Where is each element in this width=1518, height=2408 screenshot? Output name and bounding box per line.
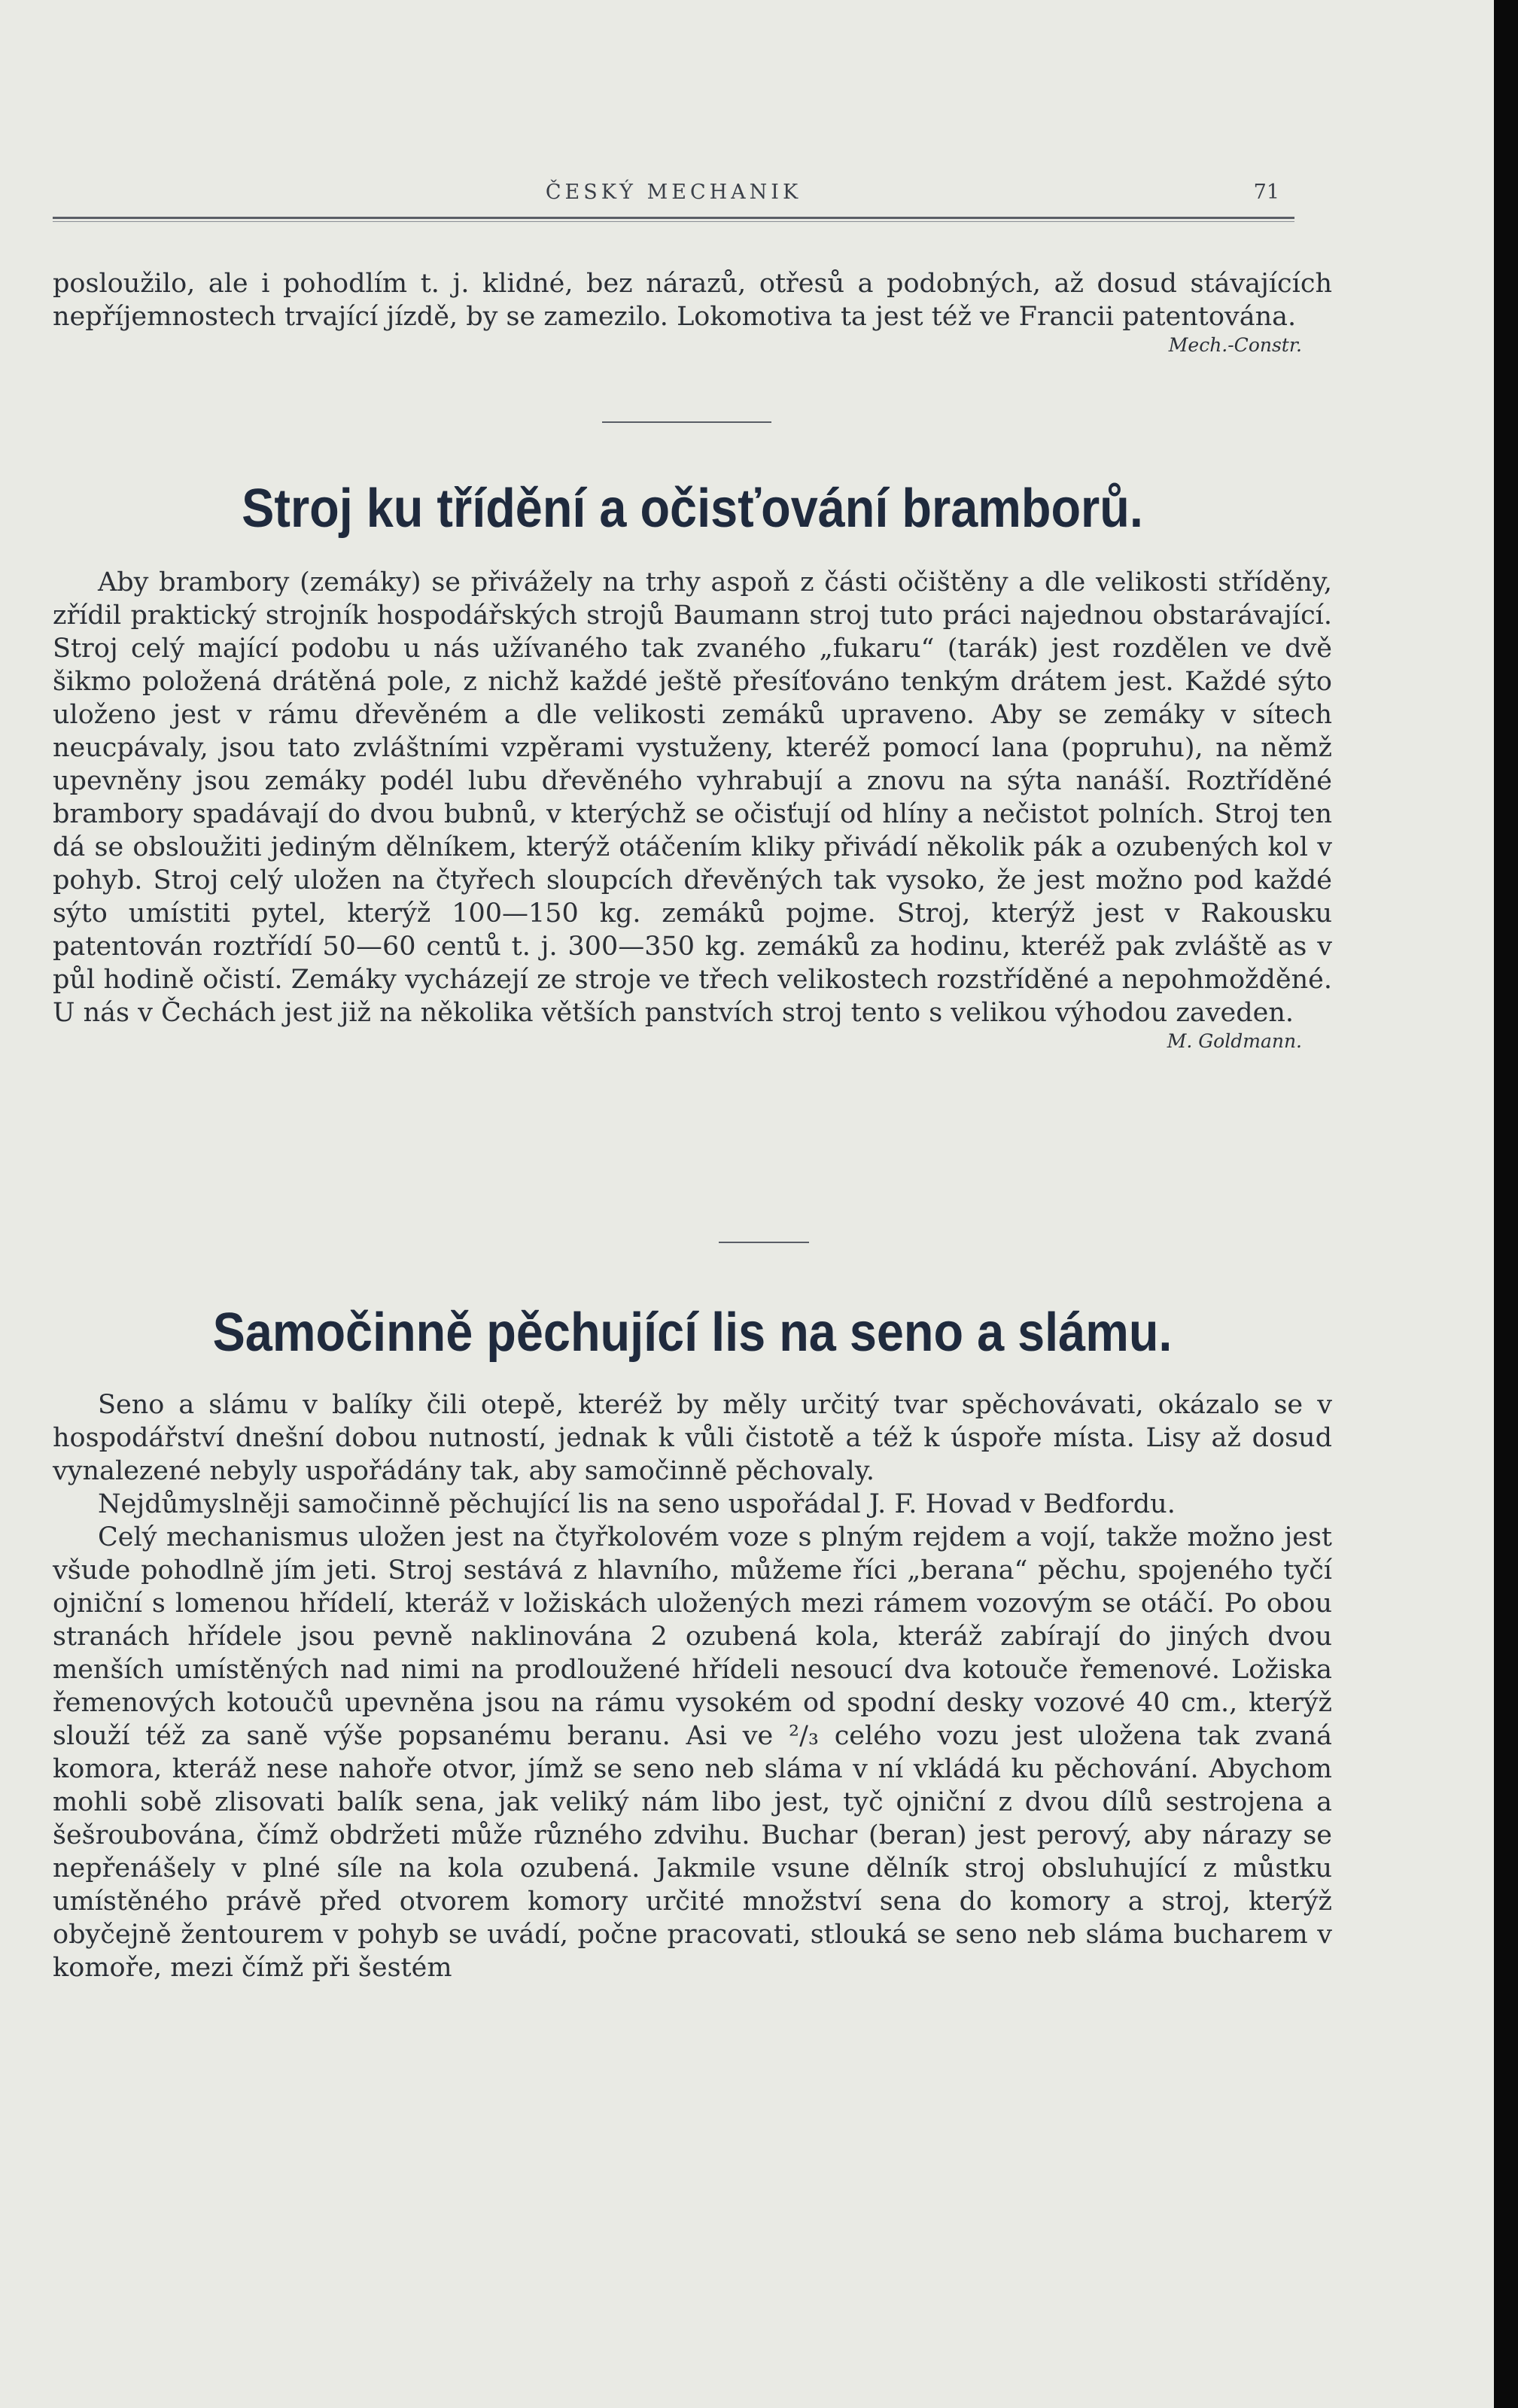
journal-title: ČESKÝ MECHANIK bbox=[545, 181, 802, 204]
article1-author: M. Goldmann. bbox=[1167, 1030, 1302, 1052]
article1-paragraph: Aby brambory (zemáky) se přivážely na trhy aspoň z části očištěny a dle velikosti stříděny, zřídil praktický strojník hospodářských strojů Baumann stroj tuto práci najednou obstarávající. Stroj celý mající podobu u nás užívaného tak zvaného „fukaru“ (tarák) jest rozdělen ve dvě šikmo položená drátěná pole, z nichž každé ještě přesíťováno tenkým drátem jest. Každé sýto uloženo jest v rámu dřevěném a dle velikosti zemáků upraveno. Aby se zemáky v sítech neucpávaly, jsou tato zvláštními vzpěrami vystuženy, kteréž pomocí lana (popruhu), na němž upevněny jsou zemáky podél lubu dřevěného vyhrabují a znovu na sýta nanáší. Roztříděné brambory spadávají do dvou bubnů, v kterýchž se očisťují od hlíny a nečistot polních. Stroj ten dá se obsloužiti jediným dělníkem, kterýž otáčením kliky přivádí několik pák a ozubených kol v pohyb. Stroj celý uložen na čtyřech sloupcích dřevěných tak vysoko, že jest možno pod každé sýto umístiti pytel, kterýž 100—150 kg. zemáků pojme. Stroj, kterýž jest v Rakousku patentován roztřídí 50—60 centů t. j. 300—350 kg. zemáků za hodinu, kteréž pak zvláště as v půl hodině očistí. Zemáky vycházejí ze stroje ve třech velikostech rozstříděné a nepohmožděné. U nás v Čechách jest již na několika větších panstvích stroj tento s velikou výhodou zaveden. bbox=[53, 567, 1332, 1028]
article1-body bbox=[53, 566, 1332, 1058]
article2-title: Samočinně pěchující lis na seno a slámu. bbox=[212, 1303, 1173, 1363]
article2-body bbox=[53, 1388, 1332, 1984]
header-rule bbox=[53, 217, 1294, 219]
article2-paragraph-1: Seno a slámu v balíky čili otepě, kteréž by měly určitý tvar spěchovávati, okázalo se v hospodářství dnešní dobou nutností, jednak k vůli čistotě a též k úspoře místa. Lisy až dosud vynalezené nebyly uspořádány tak, aby samočinně pěchovaly. bbox=[53, 1390, 1332, 1486]
scan-edge bbox=[1494, 0, 1518, 2408]
article2-paragraph-3: Celý mechanismus uložen jest na čtyřkolovém voze s plným rejdem a vojí, takže možno jest všude pohodlně jím jeti. Stroj sestává z hlavního, můžeme říci „berana“ pěchu, spojeného tyčí ojniční s lomenou hřídelí, kteráž v ložiskách uložených mezi rámem vozovým se otáčí. Po obou stranách hřídele jsou pevně naklinována 2 ozubená kola, kteráž zabírají do jiných dvou menších umístěných nad nimi na prodloužené hřídeli nesoucí dva kotouče řemenové. Ložiska řemenových kotoučů upevněna jsou na rámu vysokém od spodní desky vozové 40 cm., kterýž slouží též za saně výše popsanému beranu. Asi ve ²/₃ celého vozu jest uložena tak zvaná komora, kteráž nese nahoře otvor, jímž se seno neb sláma v ní vkládá ku pěchování. Abychom mohli sobě zlisovati balík sena, jak veliký nám libo jest, tyč ojniční z dvou dílů sestrojena a šešroubována, čímž obdržeti může různého zdvihu. Buchar (beran) jest perový, aby nárazy se nepřenášely v plné síle na kola ozubená. Jakmile vsune dělník stroj obsluhující z můstku umístěného právě před otvorem komory určité množství sena do komory a stroj, kterýž obyčejně žentourem v pohyb se uvádí, počne pracovati, stlouká se seno neb sláma bucharem v komoře, mezi čímž při šestém bbox=[53, 1522, 1332, 1983]
running-header bbox=[53, 178, 1294, 223]
article2-paragraph-2: Nejdůmyslněji samočinně pěchující lis na seno uspořádal J. F. Hovad v Bedfordu. bbox=[98, 1489, 1176, 1519]
header-rule-thin bbox=[53, 221, 1294, 222]
section-separator bbox=[719, 1242, 809, 1243]
intro-paragraph bbox=[53, 267, 1332, 362]
article1-title: Stroj ku třídění a očisťování bramborů. bbox=[242, 479, 1143, 539]
intro-source: Mech.-Constr. bbox=[1168, 334, 1302, 356]
intro-text: posloužilo, ale i pohodlím t. j. klidné, bez nárazů, otřesů a podobných, až dosud stávajících nepříjemnostech trvající jízdě, by se zamezilo. Lokomotiva ta jest též ve Francii patentována. bbox=[53, 269, 1332, 332]
section-separator bbox=[602, 421, 771, 423]
page-number: 71 bbox=[1253, 181, 1279, 204]
